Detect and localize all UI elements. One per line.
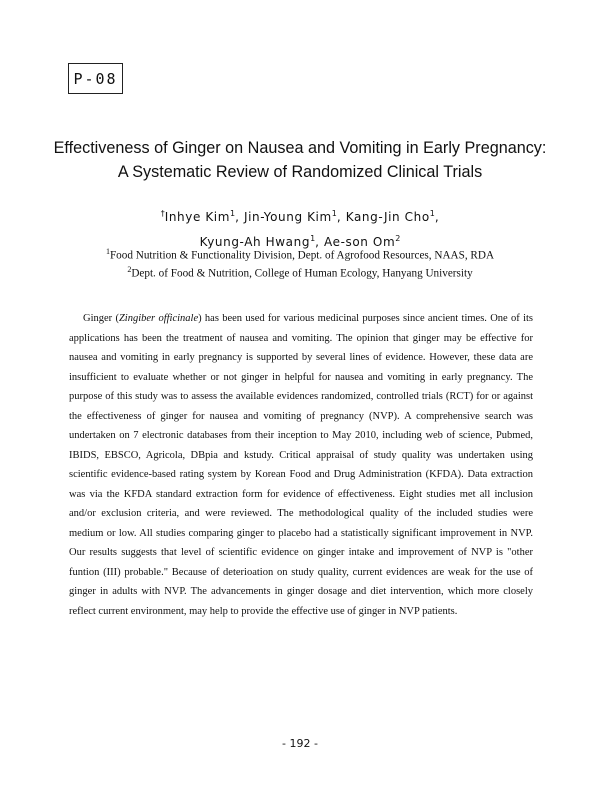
author-affiliation-mark: 1 xyxy=(331,209,337,218)
author-name: Ae-son Om xyxy=(324,235,396,249)
author-line-2: Kyung-Ah Hwang$^1$, Ae-son Om$^2$ xyxy=(199,234,401,249)
author-name: Jin-Young Kim xyxy=(243,210,332,224)
affiliation-line xyxy=(40,245,560,263)
paper-title xyxy=(40,136,560,184)
author-line-1: †Inhye Kim$^1$, Jin-Young Kim$^1$, Kang-Jin Cho$^1$, xyxy=(160,209,440,224)
corresponding-author-mark: † xyxy=(160,209,165,218)
affiliation-number: 2 xyxy=(127,264,132,274)
title-line-2: A Systematic Review of Randomized Clinical Trials xyxy=(117,163,483,181)
affiliation-list xyxy=(40,245,560,280)
abstract-code: P-08 xyxy=(73,69,118,88)
affiliation-text: Food Nutrition & Functionality Division, Dept. of Agrofood Resources, NAAS, RDA xyxy=(109,249,495,262)
page-number: - 192 - xyxy=(282,737,318,750)
author-affiliation-mark: 1 xyxy=(429,209,435,218)
abstract-code-box xyxy=(68,63,123,94)
author-name: Kyung-Ah Hwang xyxy=(199,235,311,249)
author-name: Kang-Jin Cho xyxy=(345,210,430,224)
title-line-1: Effectiveness of Ginger on Nausea and Vomiting in Early Pregnancy: xyxy=(53,139,547,157)
abstract-body: ) has been used for various medicinal purposes since ancient times. One of its applications has been the treatment of nausea and vomiting. The opinion that ginger may be effective for nausea and vomiting in early pregnancy is supported by several lines of evidence. However, these data are insufficient to evaluate whether or not ginger in helpful for nausea and vomiting in early pregnancy. The purpose of this study was to assess the available evidences randomized, controlled trials (RCT) for or against the effectiveness of ginger for nausea and vomiting of pregnancy (NVP). A comprehensive search was undertaken on 7 electronic databases from their inception to May 2010, including web of science, Pubmed, IBIDS, EBSCO, Agricola, DBpia and kstudy. Critical appraisal of study quality was undertaken using scientific evidence-based rating system by Korean Food and Drug Administration (KFDA). Data extraction was via the KFDA standard extraction form for evidence of effectiveness. Eight studies met all inclusion and/or exclusion criteria, and were reviewed. The methodological quality of the included studies were medium or low. All studies comparing ginger to placebo had a statistically significant improvement in NVP. Our results suggests that level of scientific evidence on ginger intake and improvement of NVP is "other funtion (III) probable." Because of deterioation on study quality, current evidences are weak for the use of ginger in adults with NVP. The advancements in ginger dosage and diet intervention, which more closely reflect current environment, may help to provide the effective use of ginger in NVP patients. xyxy=(69,313,533,617)
abstract-paragraph xyxy=(69,309,533,621)
abstract-lead: Ginger ( xyxy=(83,313,119,324)
author-name: Inhye Kim xyxy=(164,210,231,224)
author-affiliation-mark: 2 xyxy=(395,234,401,243)
author-affiliation-mark: 1 xyxy=(230,209,236,218)
species-name: Zingiber officinale xyxy=(118,313,199,324)
affiliation-text: Dept. of Food & Nutrition, College of Human Ecology, Hanyang University xyxy=(131,267,473,280)
author-affiliation-mark: 1 xyxy=(310,234,316,243)
affiliation-number: 1 xyxy=(105,247,110,256)
affiliation-line xyxy=(40,263,560,281)
